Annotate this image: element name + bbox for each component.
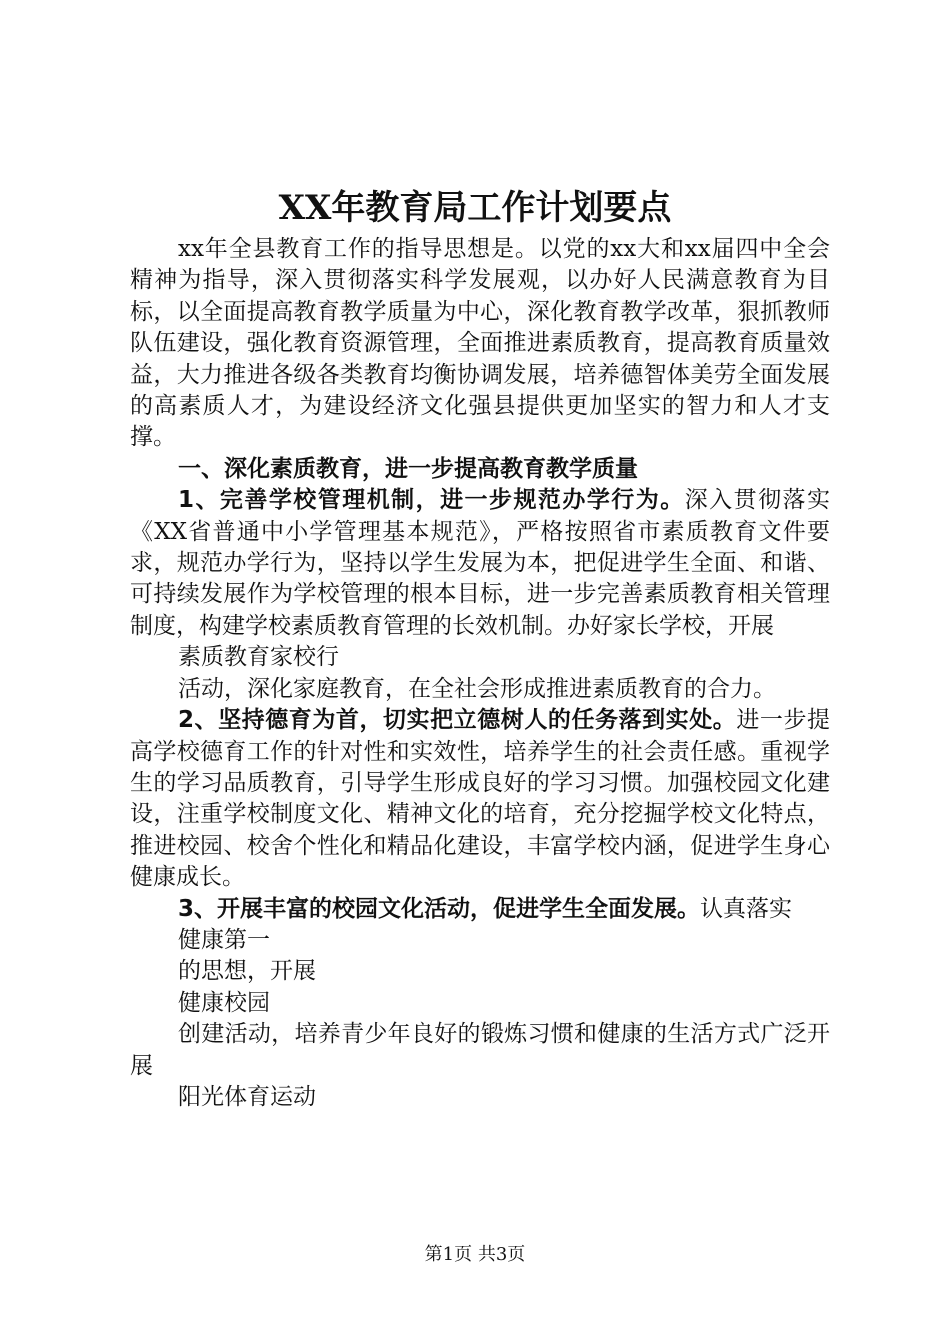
item-1-lead: 1、完善学校管理机制，进一步规范办学行为。 — [178, 487, 685, 514]
item-3-lead: 3、开展丰富的校园文化活动，促进学生全面发展。 — [178, 895, 701, 922]
healthy-campus-paragraph: 健康校园 — [178, 989, 270, 1016]
page-footer: 第1页 共3页 — [424, 1244, 526, 1265]
quoted-phrase-paragraph: 素质教育家校行 — [178, 644, 339, 671]
document-title: XX年教育局工作计划要点 — [278, 188, 672, 228]
sunshine-sports-paragraph: 阳光体育运动 — [178, 1083, 316, 1110]
guiding-ideology-paragraph: xx年全县教育工作的指导思想是。以党的xx大和xx届四中全会精神为指导，深入贯彻落实科学发展观，以办好人民满意教育为目标，以全面提高教育教学质量为中心，深化教育教学改革，狠抓教师队伍建设，强化教育资源管理，全面推进素质教育，提高教育质量效益，大力推进各级各类教育均衡协调发展，培养德智体美劳全面发展的高素质人才，为建设经济文化强县提供更加坚实的智力和人才支撑。 — [130, 236, 830, 451]
item-2-text: 进一步提高学校德育工作的针对性和实效性，培养学生的社会责任感。重视学生的学习品质教育，引导学生形成良好的学习习惯。加强校园文化建设，注重学校制度文化、精神文化的培育，充分挖掘学校文化特点，推进校园、校舍个性化和精品化建设，丰富学校内涵，促进学生身心健康成长。 — [130, 707, 830, 891]
activity-paragraph: 活动，深化家庭教育，在全社会形成推进素质教育的合力。 — [178, 675, 776, 702]
item-3-paragraph — [130, 894, 830, 925]
document-body — [130, 234, 830, 1113]
item-3-text: 认真落实 — [700, 895, 793, 922]
item-1-text: 深入贯彻落实《XX省普通中小学管理基本规范》，严格按照省市素质教育文件要求，规范办学行为，坚持以学生发展为本，把促进学生全面、和谐、可持续发展作为学校管理的根本目标，进一步完善素质教育相关管理制度，构建学校素质教育管理的长效机制。办好家长学校，开展 — [130, 487, 830, 639]
creation-activity-paragraph: 创建活动，培养青少年良好的锻炼习惯和健康的生活方式广泛开展 — [130, 1021, 830, 1079]
health-first-paragraph: 健康第一 — [178, 926, 270, 953]
thought-paragraph: 的思想，开展 — [178, 958, 316, 985]
item-2-paragraph — [130, 705, 830, 893]
item-2-lead: 2、坚持德育为首，切实把立德树人的任务落到实处。 — [178, 707, 737, 734]
item-1-paragraph — [130, 485, 830, 642]
section-heading-1: 一、深化素质教育，进一步提高教育教学质量 — [178, 455, 638, 482]
